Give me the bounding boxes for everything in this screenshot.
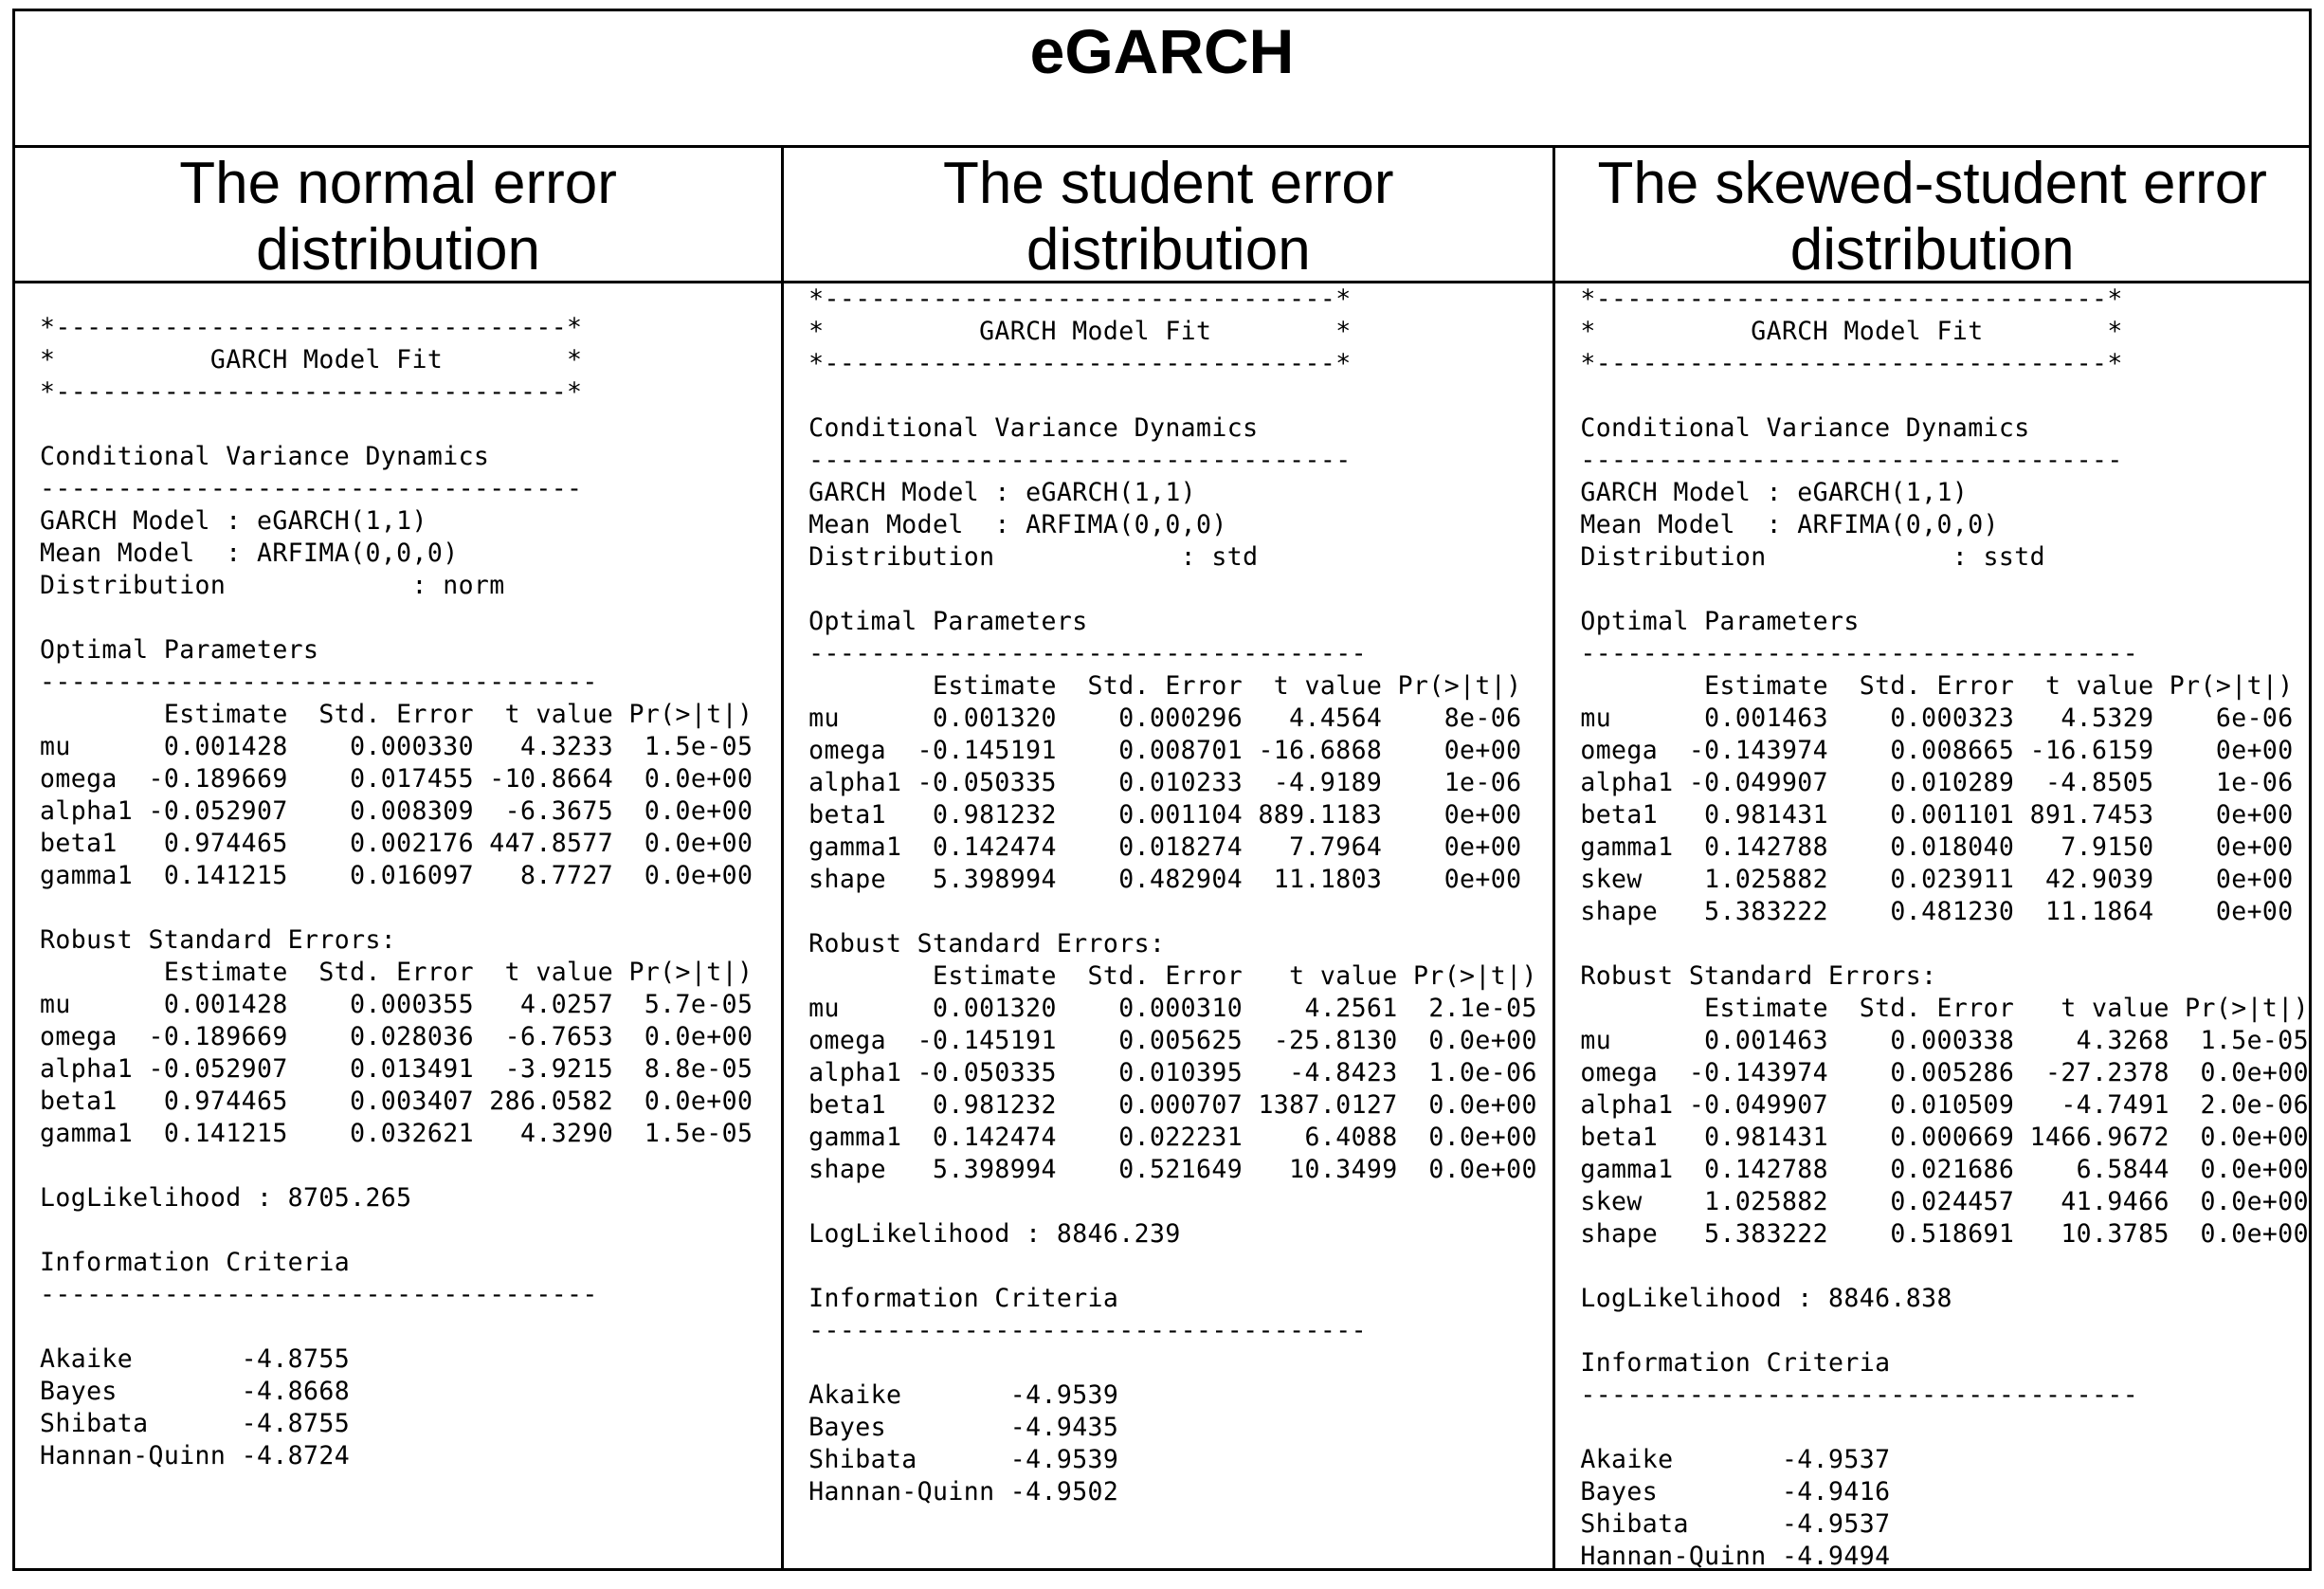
output-line: mu 0.001428 0.000355 4.0257 5.7e-05 bbox=[40, 990, 753, 1019]
output-line: omega -0.143974 0.008665 -16.6159 0e+00 bbox=[1580, 736, 2294, 765]
output-line: Estimate Std. Error t value Pr(>|t|) bbox=[1580, 994, 2309, 1023]
output-line: *---------------------------------* bbox=[1580, 349, 2123, 378]
heading-line-1: The student error bbox=[942, 151, 1394, 216]
output-line: Bayes -4.8668 bbox=[40, 1377, 351, 1406]
output-text bbox=[40, 312, 781, 1472]
output-line: LogLikelihood : 8846.838 bbox=[1580, 1284, 1952, 1313]
column-heading bbox=[15, 148, 781, 283]
output-line: Akaike -4.9539 bbox=[808, 1380, 1119, 1410]
heading-line-1: The normal error bbox=[179, 151, 617, 216]
output-line: Conditional Variance Dynamics bbox=[1580, 413, 2030, 443]
output-line: ------------------------------------ bbox=[808, 639, 1367, 668]
output-line: Robust Standard Errors: bbox=[1580, 961, 1937, 991]
output-text bbox=[808, 283, 1552, 1508]
output-line bbox=[1580, 928, 2309, 960]
column-heading bbox=[784, 148, 1552, 283]
output-line: alpha1 -0.049907 0.010289 -4.8505 1e-06 bbox=[1580, 768, 2294, 797]
output-line: shape 5.398994 0.521649 10.3499 0.0e+00 bbox=[808, 1155, 1537, 1184]
output-line bbox=[1580, 1251, 2309, 1283]
output-line: gamma1 0.142788 0.018040 7.9150 0e+00 bbox=[1580, 832, 2294, 862]
output-line: beta1 0.981232 0.000707 1387.0127 0.0e+00 bbox=[808, 1090, 1537, 1120]
output-line: shape 5.383222 0.481230 11.1864 0e+00 bbox=[1580, 897, 2294, 926]
output-line: GARCH Model : eGARCH(1,1) bbox=[40, 506, 427, 536]
output-line: omega -0.145191 0.005625 -25.8130 0.0e+00 bbox=[808, 1026, 1537, 1055]
output-line: omega -0.189669 0.017455 -10.8664 0.0e+00 bbox=[40, 764, 753, 794]
output-line: Distribution : sstd bbox=[1580, 542, 2045, 572]
output-line: Hannan-Quinn -4.9502 bbox=[808, 1477, 1119, 1507]
output-line: *---------------------------------* bbox=[40, 377, 583, 407]
output-line: *---------------------------------* bbox=[1580, 284, 2123, 314]
output-line: alpha1 -0.052907 0.008309 -6.3675 0.0e+00 bbox=[40, 796, 753, 826]
output-line: beta1 0.981431 0.000669 1466.9672 0.0e+00 bbox=[1580, 1123, 2309, 1152]
output-line: Optimal Parameters bbox=[40, 635, 319, 665]
output-line: Hannan-Quinn -4.9494 bbox=[1580, 1542, 1891, 1571]
output-line: shape 5.398994 0.482904 11.1803 0e+00 bbox=[808, 865, 1522, 894]
output-line: Hannan-Quinn -4.8724 bbox=[40, 1441, 351, 1470]
output-line: shape 5.383222 0.518691 10.3785 0.0e+00 bbox=[1580, 1219, 2309, 1249]
output-line bbox=[40, 409, 781, 441]
output-line bbox=[808, 1347, 1552, 1379]
output-line: Estimate Std. Error t value Pr(>|t|) bbox=[1580, 671, 2294, 701]
output-line: beta1 0.974465 0.003407 286.0582 0.0e+00 bbox=[40, 1087, 753, 1116]
output-line bbox=[40, 1150, 781, 1182]
output-line: Estimate Std. Error t value Pr(>|t|) bbox=[40, 958, 753, 987]
output-line: beta1 0.974465 0.002176 447.8577 0.0e+00 bbox=[40, 829, 753, 858]
output-line: alpha1 -0.049907 0.010509 -4.7491 2.0e-06 bbox=[1580, 1090, 2309, 1120]
output-line: ------------------------------------ bbox=[40, 1280, 598, 1309]
output-line: Robust Standard Errors: bbox=[808, 929, 1166, 959]
output-line: gamma1 0.141215 0.032621 4.3290 1.5e-05 bbox=[40, 1119, 753, 1148]
output-line: beta1 0.981431 0.001101 891.7453 0e+00 bbox=[1580, 800, 2294, 830]
output-line: Bayes -4.9416 bbox=[1580, 1477, 1891, 1507]
output-line: gamma1 0.142474 0.022231 6.4088 0.0e+00 bbox=[808, 1123, 1537, 1152]
output-line: alpha1 -0.050335 0.010233 -4.9189 1e-06 bbox=[808, 768, 1522, 797]
columns-row bbox=[15, 148, 2309, 1571]
results-table bbox=[12, 9, 2312, 1571]
column-skewed-student bbox=[1552, 148, 2309, 1571]
output-line: *---------------------------------* bbox=[40, 313, 583, 342]
table-title: eGARCH bbox=[15, 11, 2309, 148]
output-line bbox=[40, 892, 781, 924]
output-line: Distribution : std bbox=[808, 542, 1259, 572]
output-line: alpha1 -0.050335 0.010395 -4.8423 1.0e-06 bbox=[808, 1058, 1537, 1087]
output-line bbox=[40, 1311, 781, 1343]
output-line bbox=[808, 574, 1552, 606]
output-line: GARCH Model : eGARCH(1,1) bbox=[1580, 478, 1969, 507]
output-line: mu 0.001463 0.000338 4.3268 1.5e-05 bbox=[1580, 1026, 2309, 1055]
output-line: mu 0.001320 0.000296 4.4564 8e-06 bbox=[808, 703, 1522, 733]
column-student bbox=[781, 148, 1552, 1568]
output-line bbox=[1580, 1412, 2309, 1444]
output-line: Distribution : norm bbox=[40, 571, 505, 600]
output-line: LogLikelihood : 8846.239 bbox=[808, 1219, 1181, 1249]
output-line: skew 1.025882 0.023911 42.9039 0e+00 bbox=[1580, 865, 2294, 894]
output-line: ----------------------------------- bbox=[40, 474, 583, 503]
output-line bbox=[1580, 1315, 2309, 1347]
output-line: ------------------------------------ bbox=[1580, 639, 2139, 668]
output-line: gamma1 0.142788 0.021686 6.5844 0.0e+00 bbox=[1580, 1155, 2309, 1184]
garch-output bbox=[784, 283, 1552, 1508]
output-line: Information Criteria bbox=[40, 1248, 351, 1277]
output-line: ------------------------------------ bbox=[808, 1316, 1367, 1345]
output-line: LogLikelihood : 8705.265 bbox=[40, 1183, 412, 1213]
output-line: skew 1.025882 0.024457 41.9466 0.0e+00 bbox=[1580, 1187, 2309, 1216]
output-line bbox=[808, 380, 1552, 412]
column-normal bbox=[15, 148, 781, 1568]
output-line: *---------------------------------* bbox=[808, 349, 1352, 378]
output-line: ----------------------------------- bbox=[808, 446, 1352, 475]
output-line bbox=[808, 1186, 1552, 1218]
output-line: Akaike -4.8755 bbox=[40, 1344, 351, 1374]
output-line: Shibata -4.8755 bbox=[40, 1409, 351, 1438]
output-text bbox=[1580, 283, 2309, 1573]
heading-line-2: distribution bbox=[1789, 217, 2075, 283]
output-line: Information Criteria bbox=[1580, 1348, 1891, 1378]
output-line: Mean Model : ARFIMA(0,0,0) bbox=[1580, 510, 1999, 539]
output-line: mu 0.001428 0.000330 4.3233 1.5e-05 bbox=[40, 732, 753, 761]
output-line: *---------------------------------* bbox=[808, 284, 1352, 314]
output-line: Estimate Std. Error t value Pr(>|t|) bbox=[40, 700, 753, 729]
output-line: Mean Model : ARFIMA(0,0,0) bbox=[808, 510, 1227, 539]
output-line: Conditional Variance Dynamics bbox=[808, 413, 1259, 443]
output-line: Mean Model : ARFIMA(0,0,0) bbox=[40, 539, 459, 568]
output-line: Optimal Parameters bbox=[808, 607, 1088, 636]
output-line: * GARCH Model Fit * bbox=[1580, 317, 2123, 346]
output-line: Estimate Std. Error t value Pr(>|t|) bbox=[808, 961, 1537, 991]
output-line: omega -0.145191 0.008701 -16.6868 0e+00 bbox=[808, 736, 1522, 765]
output-line: ----------------------------------- bbox=[1580, 446, 2123, 475]
output-line bbox=[808, 896, 1552, 928]
output-line: Information Criteria bbox=[808, 1284, 1119, 1313]
output-line: ------------------------------------ bbox=[40, 667, 598, 697]
heading-line-2: distribution bbox=[1026, 217, 1311, 283]
output-line bbox=[40, 602, 781, 634]
output-line: GARCH Model : eGARCH(1,1) bbox=[808, 478, 1197, 507]
output-line: Akaike -4.9537 bbox=[1580, 1445, 1891, 1474]
output-line: beta1 0.981232 0.001104 889.1183 0e+00 bbox=[808, 800, 1522, 830]
output-line: * GARCH Model Fit * bbox=[808, 317, 1352, 346]
column-heading bbox=[1555, 148, 2309, 283]
garch-output bbox=[1555, 283, 2309, 1573]
output-line bbox=[808, 1251, 1552, 1283]
output-line: alpha1 -0.052907 0.013491 -3.9215 8.8e-05 bbox=[40, 1054, 753, 1084]
output-line: Robust Standard Errors: bbox=[40, 925, 397, 955]
output-line: omega -0.189669 0.028036 -6.7653 0.0e+00 bbox=[40, 1022, 753, 1051]
output-line: ------------------------------------ bbox=[1580, 1380, 2139, 1410]
output-line: Shibata -4.9537 bbox=[1580, 1509, 1891, 1539]
output-line: mu 0.001463 0.000323 4.5329 6e-06 bbox=[1580, 703, 2294, 733]
heading-line-2: distribution bbox=[256, 217, 540, 283]
output-line bbox=[40, 1215, 781, 1247]
output-line: gamma1 0.142474 0.018274 7.7964 0e+00 bbox=[808, 832, 1522, 862]
heading-line-1: The skewed-student error bbox=[1597, 151, 2267, 216]
output-line: Estimate Std. Error t value Pr(>|t|) bbox=[808, 671, 1522, 701]
output-line: mu 0.001320 0.000310 4.2561 2.1e-05 bbox=[808, 994, 1537, 1023]
output-line: omega -0.143974 0.005286 -27.2378 0.0e+00 bbox=[1580, 1058, 2309, 1087]
garch-output bbox=[15, 283, 781, 1472]
output-line bbox=[1580, 380, 2309, 412]
output-line: Optimal Parameters bbox=[1580, 607, 1860, 636]
output-line bbox=[1580, 574, 2309, 606]
output-line: Bayes -4.9435 bbox=[808, 1413, 1119, 1442]
output-line: gamma1 0.141215 0.016097 8.7727 0.0e+00 bbox=[40, 861, 753, 890]
output-line: Shibata -4.9539 bbox=[808, 1445, 1119, 1474]
output-line: * GARCH Model Fit * bbox=[40, 345, 583, 374]
output-line: Conditional Variance Dynamics bbox=[40, 442, 490, 471]
